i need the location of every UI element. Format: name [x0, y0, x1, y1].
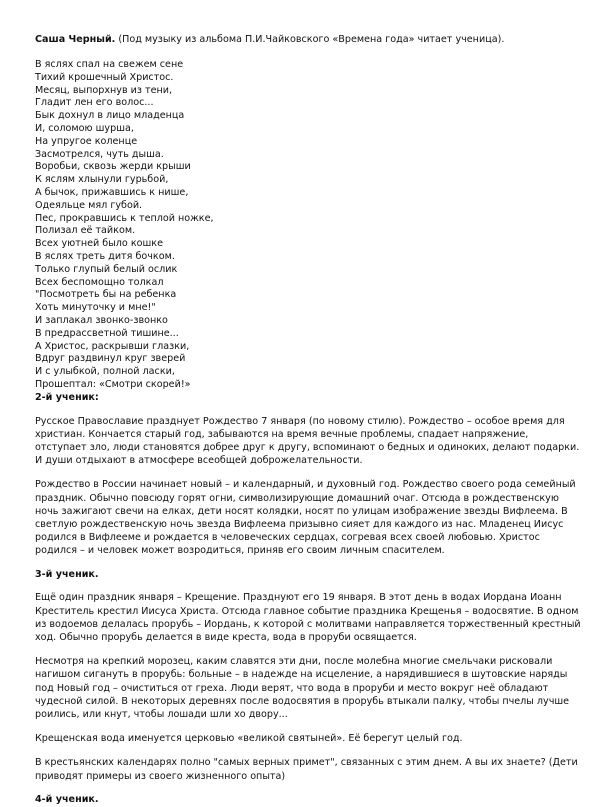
student-3-paragraph: Несмотря на крепкий морозец, каким славятся эти дни, после молебна многие смельчаки рисковали нагишом сигануть в прорубь: больные – в надежде на исцеление, а нарядившиеся в шутовские наряды под Новый год – очиститься от греха. Люди верят, что вода в проруби и место вокруг неё обладают чудесной силой. В некоторых деревнях после водосвятия в прорубь втыкали палку, чтобы пчелы лучше роились, или кнут, чтобы лошади шли хо двору... — [35, 656, 570, 720]
document-page — [35, 33, 583, 807]
poem-line: А бычок, прижавшись к нише, — [35, 186, 189, 198]
student-2-paragraph: Русское Православие празднует Рождество 7 января (по новому стилю). Рождество – особое время для христиан. Кончается старый год, забываются на время вечные проблемы, спадает напряжение, отступает зло, люди становятся добрее друг к другу, вспоминают о бедных и одиноких, делают подарки. И души отдыхают в атмосфере всеобщей доброжелательности. — [35, 415, 580, 467]
poem-line: В яслях спал на свежем сене — [35, 59, 184, 70]
poem-line: И с улыбкой, полной ласки, — [35, 366, 175, 378]
poem-line: Месяц, выпорхнув из тени, — [35, 84, 173, 96]
poem-line: Только глупый белый ослик — [35, 263, 178, 275]
poem-line: Засмотрелся, чуть дыша. — [35, 148, 164, 160]
poem-line: Полизал её тайком. — [35, 225, 136, 237]
student-3-paragraph: Крещенская вода именуется церковью «великой святыней». Её берегут целый год. — [35, 733, 463, 745]
poem-line: И заплакал звонко-звонко — [35, 314, 168, 326]
poem-line: Всех беспомощно толкал — [35, 276, 164, 288]
poem-line: Одеяльце мял губой. — [35, 199, 143, 211]
intro-line — [35, 33, 583, 47]
poem-line: Тихий крошечный Христос. — [35, 71, 174, 83]
student-2-paragraph: Рождество в России начинает новый – и календарный, и духовный год. Рождество своего рода семейный праздник. Обычно повсюду горят огни, символизирующие домашний очаг. Отсюда в рождественскую ночь зажигают свечи на елках, дети носят колядки, носят по улицам изображение звезды Вифлеема. В светлую рождественскую ночь звезда Вифлеема призывно сияет для каждого из нас. Младенец Иисус родился в Вифлееме и рождается в человеческих сердцах, согревая всех своей любовью. Христос родился – и человек может возродиться, приняв его своим личным спасителем. — [35, 479, 576, 557]
poem-line: Прошептал: «Смотри скорей!» — [35, 378, 191, 390]
student-3-paragraph: Ещё один праздник января – Крещение. Празднуют его 19 января. В этот день в водах Иордана Иоанн Креститель крестил Иисуса Христа. Отсюда главное событие праздника Крещенья – водосвятие. В одном из водоемов делалась прорубь – Иордань, к которой с молитвами направляется торжественный крестный ход. Обычно прорубь делается в виде креста, вода в проруби освящается. — [35, 592, 581, 643]
poem-line: Воробьи, сквозь жерди крыши — [35, 161, 191, 173]
poem-line: К яслям хлынули гурьбой, — [35, 174, 169, 186]
poem-line: "Посмотреть бы на ребенка — [35, 289, 177, 301]
student-3-heading: 3-й ученик. — [35, 568, 99, 580]
author-name: Саша Черный. — [35, 34, 116, 45]
student-4-heading: 4-й ученик. — [35, 793, 99, 805]
poem-line: Пес, прокравшись к теплой ножке, — [35, 212, 214, 224]
poem-line: В предрассветной тишине... — [35, 327, 179, 339]
poem-line: На упругое коленце — [35, 135, 138, 147]
poem-line: Хоть минуточку и мне!" — [35, 302, 156, 314]
poem-line: Всех уютней было кошке — [35, 238, 163, 250]
intro-note: (Под музыку из альбома П.И.Чайковского «Времена года» читает ученица). — [115, 34, 505, 45]
student-3-paragraph: В крестьянских календарях полно "самых верных примет", связанных с этим днем. А вы их знаете? (Дети приводят примеры из своего жизненного опыта) — [35, 757, 578, 782]
poem — [35, 59, 583, 392]
poem-line: Гладит лен его волос... — [35, 97, 154, 109]
poem-line: И, соломою шурша, — [35, 122, 134, 134]
poem-line: В яслях треть дитя бочком. — [35, 250, 175, 262]
poem-line: Вдруг раздвинул круг зверей — [35, 353, 186, 365]
poem-line: А Христос, раскрывши глазки, — [35, 340, 190, 352]
student-2-heading: 2-й ученик: — [35, 391, 99, 403]
poem-line: Бык дохнул в лицо младенца — [35, 110, 185, 122]
